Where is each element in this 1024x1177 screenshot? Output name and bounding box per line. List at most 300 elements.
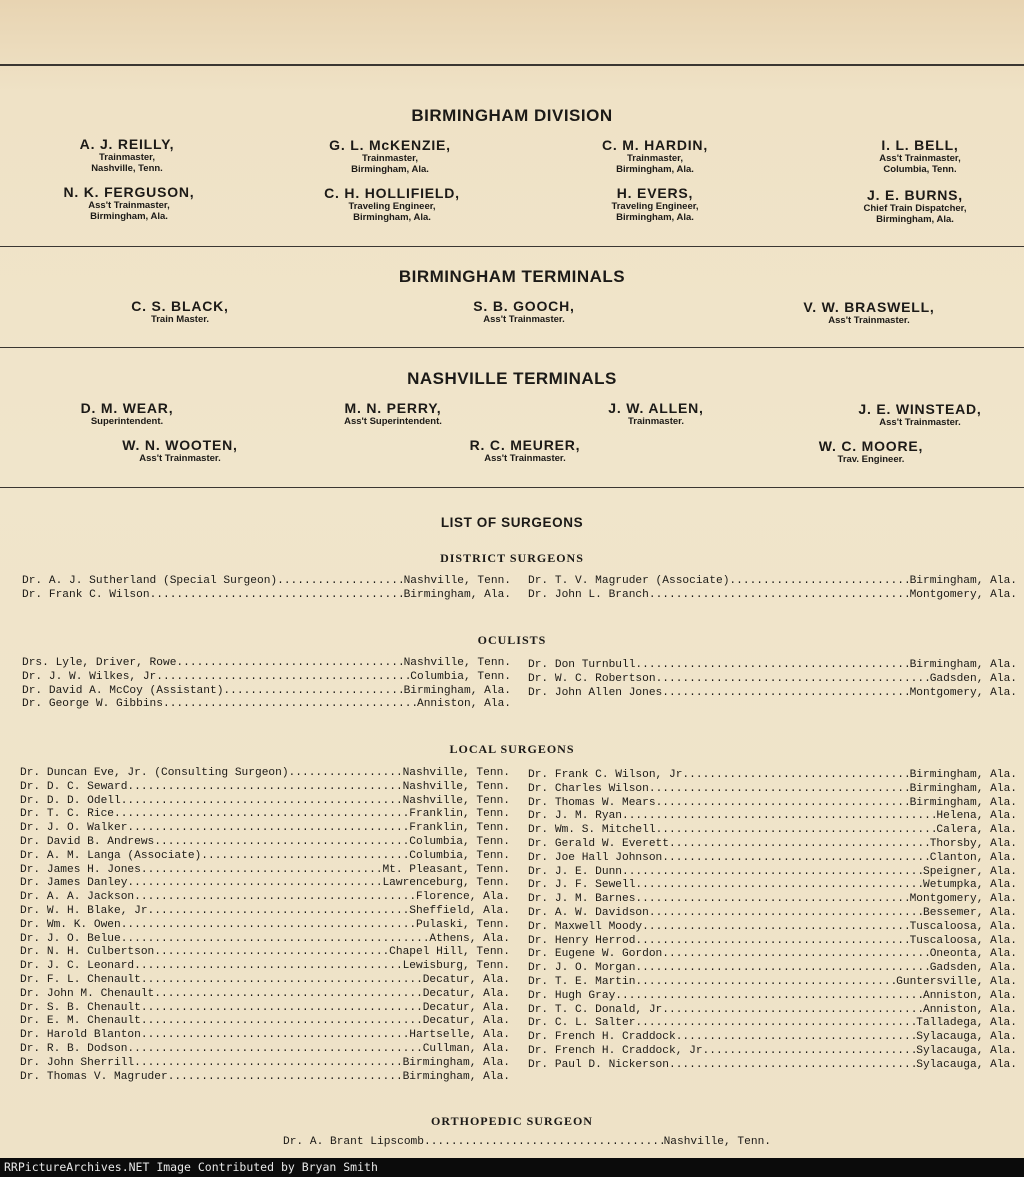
surgeon-location: Nashville, Tenn. — [403, 657, 511, 669]
section-divider — [0, 487, 1024, 488]
surgeon-name: Dr. French H. Craddock, Jr. — [528, 1044, 710, 1057]
surgeon-name: Dr. A. M. Langa (Associate) — [20, 849, 202, 862]
surgeon-name: Dr. T. C. Donald, Jr. — [528, 1003, 669, 1016]
birmingham-division-title: BIRMINGHAM DIVISION — [411, 106, 613, 125]
surgeon-name: Dr. S. B. Chenault — [20, 1001, 141, 1014]
leader-dots — [669, 838, 930, 852]
surgeon-name: Dr. J. M. Ryan — [528, 810, 622, 823]
surgeon-entry — [528, 893, 1017, 907]
surgeon-location: Gadsden, Ala. — [929, 672, 1017, 685]
leader-dots — [201, 850, 409, 864]
person-place: Birmingham, Ala. — [616, 164, 694, 175]
surgeon-location: Wetumpka, Ala. — [923, 879, 1017, 892]
surgeon-location: Montgomery, Ala. — [909, 686, 1017, 699]
surgeon-name: Dr. A. W. Davidson — [528, 906, 649, 919]
person-name: R. C. MEURER, — [469, 437, 581, 453]
surgeon-location: Nashville, Tenn. — [663, 1136, 771, 1148]
person-name: H. EVERS, — [616, 185, 694, 201]
surgeon-name: Dr. A. J. Sutherland (Special Surgeon) — [22, 575, 278, 587]
top-rule — [0, 64, 1024, 66]
surgeon-entry — [20, 946, 510, 960]
person-title: Trainmaster, — [627, 153, 683, 164]
surgeon-name: Dr. C. L. Salter — [528, 1017, 636, 1030]
leader-dots — [163, 671, 410, 685]
surgeon-name: Dr. J. O. Walker — [20, 822, 128, 835]
surgeon-location: Birmingham, Ala. — [909, 659, 1017, 671]
surgeon-name: Dr. A. Brant Lipscomb — [283, 1136, 424, 1148]
surgeon-name: Dr. Harold Blanton — [20, 1029, 141, 1042]
surgeon-location: Calera, Ala. — [936, 824, 1017, 837]
surgeon-location: Guntersville, Ala. — [896, 975, 1017, 988]
surgeon-entry — [20, 877, 510, 891]
leader-dots — [127, 781, 402, 795]
surgeon-location: Tuscaloosa, Ala. — [909, 934, 1017, 947]
surgeon-entry — [20, 795, 510, 809]
person-name: D. M. WEAR, — [80, 400, 174, 416]
leader-dots — [635, 659, 909, 673]
surgeon-name: Dr. Maxwell Moody — [528, 920, 643, 933]
surgeon-name: Dr. W. C. Robertson — [528, 672, 656, 685]
surgeon-entry — [20, 919, 510, 933]
surgeon-name: Dr. D. C. Seward — [20, 780, 128, 793]
surgeon-entry — [20, 1043, 510, 1057]
surgeon-location: Mt. Pleasant, Tenn. — [382, 863, 510, 876]
surgeon-location: Birmingham, Ala. — [909, 575, 1017, 587]
surgeon-entry — [528, 879, 1017, 893]
surgeon-location: Florence, Ala. — [416, 891, 510, 904]
local-surgeons-right-column — [528, 769, 1017, 1073]
person-name: C. M. HARDIN, — [601, 137, 709, 153]
surgeon-entry — [528, 687, 1017, 701]
person-title: Ass't Trainmaster. — [879, 417, 961, 428]
surgeon-entry — [20, 1029, 510, 1043]
section-divider — [0, 246, 1024, 247]
local-surgeons-left-column — [20, 767, 510, 1084]
surgeon-entry — [20, 1057, 510, 1071]
surgeon-location: Tuscaloosa, Ala. — [909, 920, 1017, 933]
person-name: J. W. ALLEN, — [608, 400, 704, 416]
surgeon-location: Nashville, Tenn. — [402, 780, 510, 793]
surgeon-location: Birmingham, Ala. — [909, 782, 1017, 795]
surgeon-location: Chapel Hill, Tenn. — [389, 946, 510, 959]
surgeon-name: Dr. Frank C. Wilson, Jr. — [528, 769, 690, 781]
nashville-terminals-title: NASHVILLE TERMINALS — [407, 369, 617, 388]
terminals-person — [0, 400, 257, 427]
terminals-person — [50, 437, 310, 464]
surgeon-name: Dr. Frank C. Wilson — [22, 588, 150, 601]
leader-dots — [150, 589, 404, 603]
terminals-person — [50, 298, 310, 325]
surgeon-entry — [20, 1002, 510, 1016]
surgeon-entry — [528, 783, 1017, 797]
surgeon-name: Dr. J. M. Barnes — [528, 893, 636, 906]
surgeon-location: Sylacauga, Ala. — [916, 1031, 1017, 1044]
leader-dots — [114, 808, 409, 822]
surgeon-name: Dr. David B. Andrews — [20, 835, 155, 848]
person-place: Nashville, Tenn. — [91, 163, 163, 174]
surgeon-name: Dr. N. H. Culbertson — [20, 946, 155, 959]
surgeon-entry — [20, 974, 510, 988]
leader-dots — [141, 864, 383, 878]
person-name: N. K. FERGUSON, — [63, 184, 195, 200]
surgeon-location: Nashville, Tenn. — [402, 794, 510, 807]
surgeon-entry — [20, 850, 510, 864]
person-title: Ass't Trainmaster. — [139, 453, 221, 464]
surgeon-entry — [528, 990, 1017, 1004]
leader-dots — [649, 907, 923, 921]
birmingham-terminals-title: BIRMINGHAM TERMINALS — [398, 267, 626, 286]
surgeon-name: Dr. David A. McCoy (Assistant) — [22, 684, 224, 697]
leader-dots — [289, 767, 403, 781]
surgeon-location: Anniston, Ala. — [417, 698, 511, 711]
leader-dots — [154, 946, 389, 960]
surgeon-name: Dr. J. O. Belue — [20, 932, 121, 945]
person-place: Birmingham, Ala. — [876, 214, 954, 225]
surgeon-entry — [22, 685, 511, 699]
section-divider — [0, 347, 1024, 348]
surgeon-location: Bessemer, Ala. — [923, 906, 1017, 919]
surgeon-entry — [528, 907, 1017, 921]
leader-dots — [709, 1045, 916, 1059]
surgeon-name: Drs. Lyle, Driver, Rowe — [22, 657, 177, 669]
surgeon-location: Decatur, Ala. — [422, 987, 510, 1000]
oculists-heading: OCULISTS — [477, 633, 547, 647]
surgeon-location: Thorsby, Ala. — [929, 837, 1017, 850]
surgeon-entry — [20, 767, 510, 781]
leader-dots — [635, 893, 909, 907]
terminals-person — [394, 298, 654, 325]
surgeon-entry — [528, 976, 1017, 990]
surgeon-name: Dr. A. A. Jackson — [20, 891, 135, 904]
surgeon-entry — [20, 836, 510, 850]
surgeon-location: Athens, Ala. — [429, 932, 510, 945]
person-name: W. C. MOORE, — [818, 438, 924, 454]
surgeon-name: Dr. Hugh Gray — [528, 989, 616, 1002]
leader-dots — [168, 1071, 403, 1085]
leader-dots — [223, 685, 403, 699]
terminals-person — [395, 437, 655, 464]
leader-dots — [662, 852, 929, 866]
surgeon-location: Speigner, Ala. — [923, 865, 1017, 878]
leader-dots — [127, 877, 382, 891]
leader-dots — [729, 575, 909, 589]
division-person — [262, 185, 522, 223]
surgeon-name: Dr. Thomas V. Magruder — [20, 1070, 168, 1083]
surgeon-entry — [20, 933, 510, 947]
person-title: Ass't Trainmaster. — [483, 314, 565, 325]
surgeon-entry — [528, 673, 1017, 687]
leader-dots — [656, 824, 937, 838]
surgeon-name: Dr. R. B. Dodson — [20, 1042, 128, 1055]
person-place: Columbia, Tenn. — [883, 164, 957, 175]
surgeon-location: Nashville, Tenn. — [403, 575, 511, 587]
district-surgeons-left-column — [22, 575, 511, 603]
surgeon-entry — [528, 659, 1017, 673]
surgeon-entry — [20, 808, 510, 822]
leader-dots — [121, 795, 403, 809]
surgeon-entry — [528, 769, 1017, 783]
terminals-person — [739, 299, 999, 326]
surgeon-name: Dr. Don Turnbull — [528, 659, 636, 671]
leader-dots — [134, 1057, 402, 1071]
image-credit-bar — [0, 1158, 1024, 1177]
person-title: Trainmaster, — [99, 152, 155, 163]
person-title: Ass't Superintendent. — [344, 416, 442, 427]
person-name: J. E. BURNS, — [867, 187, 963, 203]
surgeon-entry — [528, 852, 1017, 866]
leader-dots — [615, 990, 923, 1004]
oculists-left-column — [22, 657, 511, 712]
person-title: Ass't Trainmaster. — [484, 453, 566, 464]
surgeon-location: Montgomery, Ala. — [909, 588, 1017, 601]
surgeon-location: Birmingham, Ala. — [402, 1056, 510, 1069]
surgeon-name: Dr. George W. Gibbins — [22, 698, 163, 711]
surgeon-entry — [20, 905, 510, 919]
leader-dots — [622, 810, 936, 824]
division-person — [260, 137, 520, 175]
surgeon-location: Helena, Ala. — [936, 810, 1017, 823]
leader-dots — [649, 589, 910, 603]
surgeon-location: Hartselle, Ala. — [409, 1029, 510, 1042]
image-credit-text: RRPictureArchives.NET Image Contributed by Bryan Smith — [4, 1160, 378, 1174]
district-surgeons-right-column — [528, 575, 1017, 603]
surgeon-name: Dr. E. M. Chenault — [20, 1015, 141, 1028]
terminals-person — [790, 401, 1024, 428]
surgeon-name: Dr. T. V. Magruder (Associate) — [528, 575, 730, 587]
surgeon-name: Dr. John M. Chenault — [20, 987, 155, 1000]
division-person — [525, 185, 785, 223]
surgeon-entry — [20, 864, 510, 878]
division-person — [0, 184, 259, 222]
surgeon-entry — [20, 822, 510, 836]
leader-dots — [121, 919, 416, 933]
division-person — [525, 137, 785, 175]
surgeon-name: Dr. James Danley — [20, 877, 128, 890]
leader-dots — [642, 921, 909, 935]
surgeon-entry — [528, 1031, 1017, 1045]
leader-dots — [121, 933, 430, 947]
surgeon-name: Dr. Duncan Eve, Jr. (Consulting Surgeon) — [20, 767, 289, 779]
person-title: Ass't Trainmaster. — [828, 315, 910, 326]
surgeon-entry — [528, 575, 1017, 589]
oculists-right-column — [528, 659, 1017, 700]
person-place: Birmingham, Ala. — [353, 212, 431, 223]
leader-dots — [669, 1059, 916, 1073]
person-title: Trav. Engineer. — [837, 454, 905, 465]
person-title: Ass't Trainmaster, — [879, 153, 961, 164]
terminals-person — [526, 400, 786, 427]
person-name: J. E. WINSTEAD, — [858, 401, 982, 417]
person-name: C. H. HOLLIFIELD, — [324, 185, 460, 201]
leader-dots — [141, 974, 423, 988]
surgeon-location: Columbia, Tenn. — [410, 670, 511, 683]
leader-dots — [176, 657, 403, 671]
leader-dots — [635, 1017, 916, 1031]
surgeon-name: Dr. J. O. Morgan — [528, 962, 636, 975]
surgeon-name: Dr. John L. Branch — [528, 588, 649, 601]
leader-dots — [141, 1002, 423, 1016]
surgeon-entry — [528, 810, 1017, 824]
division-person — [0, 136, 257, 174]
leader-dots — [127, 1043, 422, 1057]
surgeon-entry — [20, 1015, 510, 1029]
leader-dots — [154, 988, 422, 1002]
surgeon-name: Dr. W. H. Blake, Jr. — [20, 904, 155, 917]
surgeon-name: Dr. T. C. Rice — [20, 808, 114, 821]
surgeon-entry — [20, 1071, 510, 1085]
surgeon-entry — [528, 962, 1017, 976]
leader-dots — [163, 698, 417, 712]
surgeon-name: Dr. Eugene W. Gordon — [528, 948, 663, 961]
surgeon-entry — [528, 797, 1017, 811]
surgeon-name: Dr. John Allen Jones — [528, 686, 663, 699]
surgeon-name: Dr. Gerald W. Everett — [528, 837, 669, 850]
surgeon-entry — [528, 1045, 1017, 1059]
leader-dots — [635, 879, 923, 893]
person-name: M. N. PERRY, — [344, 400, 442, 416]
surgeon-name: Dr. F. L. Chenault — [20, 973, 141, 986]
surgeon-name: Dr. Wm. S. Mitchell — [528, 824, 656, 837]
person-title: Train Master. — [150, 314, 210, 325]
surgeon-entry — [22, 657, 511, 671]
surgeon-name: Dr. J. W. Wilkes, Jr. — [22, 670, 163, 683]
division-person — [790, 137, 1024, 175]
surgeon-entry — [528, 589, 1017, 603]
surgeon-entry — [528, 1004, 1017, 1018]
person-place: Birmingham, Ala. — [90, 211, 168, 222]
surgeon-name: Dr. Paul D. Nickerson — [528, 1058, 669, 1071]
surgeon-location: Lewisburg, Tenn. — [402, 960, 510, 973]
surgeon-location: Sheffield, Ala. — [409, 904, 510, 917]
surgeon-location: Birmingham, Ala. — [403, 684, 511, 697]
leader-dots — [154, 905, 409, 919]
leader-dots — [676, 1031, 917, 1045]
surgeon-name: Dr. Thomas W. Mears — [528, 796, 656, 809]
surgeon-entry — [528, 824, 1017, 838]
person-title: Traveling Engineer, — [348, 201, 436, 212]
leader-dots — [134, 960, 402, 974]
surgeon-location: Cullman, Ala. — [422, 1042, 510, 1055]
surgeon-name: Dr. Charles Wilson — [528, 782, 649, 795]
terminals-person — [263, 400, 523, 427]
local-surgeons-heading: LOCAL SURGEONS — [449, 742, 575, 756]
surgeon-name: Dr. Joe Hall Johnson — [528, 851, 663, 864]
surgeon-location: Lawrenceburg, Tenn. — [382, 877, 510, 890]
surgeon-location: Pulaski, Tenn. — [416, 918, 510, 931]
surgeon-location: Montgomery, Ala. — [909, 893, 1017, 906]
surgeon-entry — [528, 935, 1017, 949]
surgeon-entry — [22, 698, 511, 712]
surgeon-entry — [22, 575, 511, 589]
person-title: Traveling Engineer, — [611, 201, 699, 212]
surgeon-name: Dr. J. C. Leonard — [20, 960, 135, 973]
leader-dots — [141, 1029, 409, 1043]
leader-dots — [134, 891, 416, 905]
surgeon-entry — [20, 781, 510, 795]
surgeon-entry — [22, 589, 511, 603]
surgeon-entry — [528, 1017, 1017, 1031]
surgeon-location: Birmingham, Ala. — [909, 796, 1017, 809]
surgeon-name: Dr. John Sherrill — [20, 1056, 135, 1069]
person-place: Birmingham, Ala. — [351, 164, 429, 175]
surgeon-location: Nashville, Tenn. — [402, 767, 510, 779]
surgeon-entry — [528, 921, 1017, 935]
surgeon-entry — [528, 948, 1017, 962]
person-name: A. J. REILLY, — [79, 136, 175, 152]
district-surgeons-heading: DISTRICT SURGEONS — [440, 551, 584, 565]
person-title: Chief Train Dispatcher, — [863, 203, 967, 214]
surgeon-name: Dr. J. E. Dunn — [528, 865, 622, 878]
surgeon-name: Dr. T. E. Martin — [528, 975, 636, 988]
surgeon-entry — [528, 1059, 1017, 1073]
surgeon-entry — [20, 988, 510, 1002]
surgeon-location: Clanton, Ala. — [929, 851, 1017, 864]
surgeon-location: Decatur, Ala. — [422, 1001, 510, 1014]
person-name: S. B. GOOCH, — [473, 298, 575, 314]
leader-dots — [662, 687, 909, 701]
surgeon-location: Oneonta, Ala. — [929, 948, 1017, 961]
surgeon-location: Gadsden, Ala. — [929, 962, 1017, 975]
surgeon-location: Franklin, Tenn. — [409, 822, 510, 835]
leader-dots — [622, 866, 923, 880]
surgeon-entry — [20, 891, 510, 905]
surgeon-name: Dr. James H. Jones — [20, 863, 141, 876]
surgeon-location: Talladega, Ala. — [916, 1017, 1017, 1030]
leader-dots — [656, 797, 910, 811]
leader-dots — [141, 1015, 423, 1029]
leader-dots — [656, 673, 930, 687]
surgeon-entry — [528, 838, 1017, 852]
surgeon-location: Anniston, Ala. — [923, 989, 1017, 1002]
surgeon-name: Dr. J. F. Sewell — [528, 879, 636, 892]
person-name: C. S. BLACK, — [131, 298, 229, 314]
surgeon-name: Dr. Henry Herrod — [528, 934, 636, 947]
surgeon-entry — [20, 960, 510, 974]
leader-dots — [127, 822, 409, 836]
person-title: Trainmaster. — [628, 416, 684, 427]
leader-dots — [277, 575, 403, 589]
surgeon-location: Franklin, Tenn. — [409, 808, 510, 821]
surgeon-location: Sylacauga, Ala. — [916, 1058, 1017, 1071]
leader-dots — [154, 836, 409, 850]
surgeon-location: Columbia, Tenn. — [409, 849, 510, 862]
leader-dots — [669, 1004, 923, 1018]
surgeon-entry — [528, 866, 1017, 880]
leader-dots — [635, 935, 909, 949]
surgeon-name: Dr. Wm. K. Owen — [20, 918, 121, 931]
surgeon-location: Birmingham, Ala. — [403, 588, 511, 601]
surgeons-list-title: LIST OF SURGEONS — [440, 515, 584, 530]
orthopedic-surgeon-entry — [283, 1136, 771, 1150]
orthopedic-surgeon-heading: ORTHOPEDIC SURGEON — [431, 1114, 593, 1128]
surgeon-name: Dr. D. D. Odell — [20, 794, 121, 807]
surgeon-name: Dr. French H. Craddock — [528, 1031, 676, 1044]
person-title: Superintendent. — [90, 416, 164, 427]
orthopedic-surgeon-entry-container — [283, 1136, 771, 1150]
person-name: G. L. McKENZIE, — [329, 137, 451, 153]
leader-dots — [635, 976, 896, 990]
surgeon-location: Birmingham, Ala. — [402, 1070, 510, 1083]
surgeon-location: Columbia, Tenn. — [409, 835, 510, 848]
surgeon-location: Sylacauga, Ala. — [916, 1044, 1017, 1057]
leader-dots — [662, 948, 929, 962]
leader-dots — [649, 783, 910, 797]
person-name: I. L. BELL, — [881, 137, 959, 153]
person-place: Birmingham, Ala. — [616, 212, 694, 223]
surgeon-location: Decatur, Ala. — [422, 1015, 510, 1028]
person-title: Trainmaster, — [362, 153, 418, 164]
surgeon-location: Anniston, Ala. — [923, 1003, 1017, 1016]
